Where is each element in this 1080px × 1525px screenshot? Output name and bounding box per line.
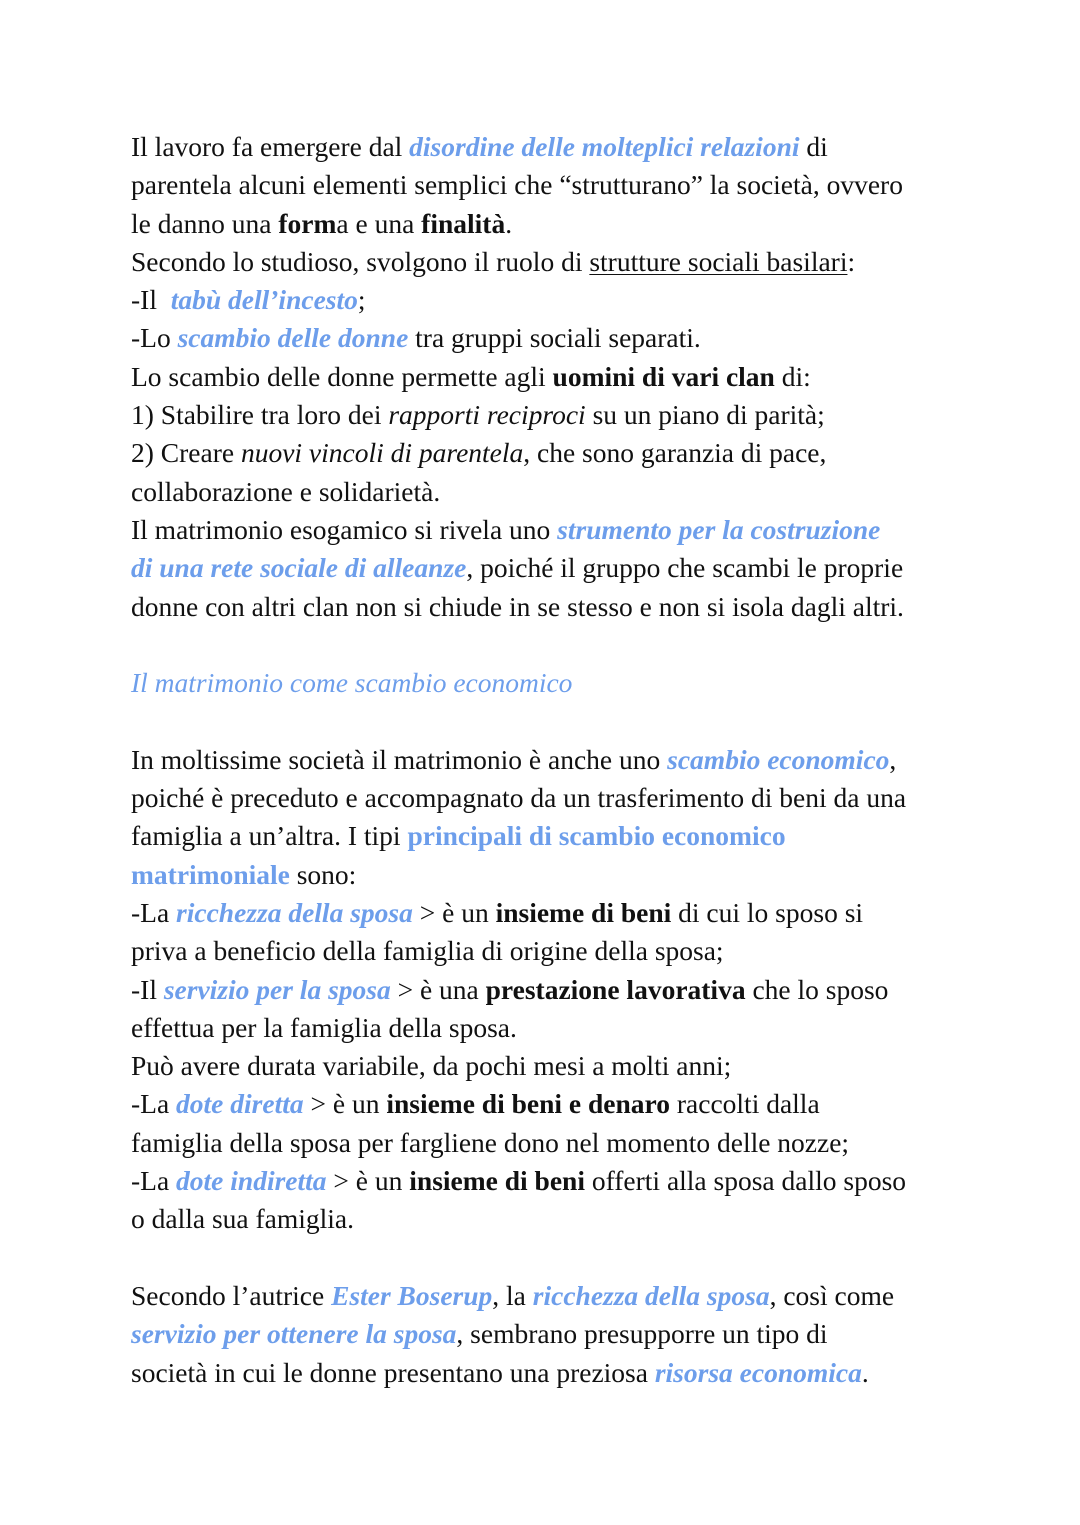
- highlight-term: dote indiretta: [176, 1165, 327, 1197]
- document-page: [131, 128, 971, 1392]
- highlight-term: strumento per la costruzione: [557, 513, 881, 545]
- text-line: Il lavoro fa emergere dal disordine delle molteplici relazioni di: [131, 131, 828, 162]
- text-line: le danno una forma e una finalità.: [131, 207, 513, 239]
- text-line: parentela alcuni elementi semplici che “strutturano” la società, ovvero: [131, 169, 903, 201]
- bold-term: uomini di vari clan: [552, 360, 775, 392]
- text-line: di una rete sociale di alleanze, poiché il gruppo che scambi le proprie: [131, 552, 904, 584]
- highlight-term: ricchezza della sposa: [532, 1279, 770, 1311]
- bold-term: finalità: [421, 207, 506, 239]
- highlight-term: matrimoniale: [131, 858, 290, 890]
- text-line: collaborazione e solidarietà.: [131, 475, 441, 507]
- highlight-term: ricchezza della sposa: [176, 896, 413, 928]
- list-item: -La dote diretta > è un insieme di beni e denaro raccolti dalla: [131, 1088, 820, 1120]
- highlight-term: risorsa economica: [654, 1356, 862, 1388]
- highlight-term: dote diretta: [176, 1088, 304, 1120]
- text-line: famiglia della sposa per fargliene dono nel momento delle nozze;: [131, 1126, 850, 1158]
- bold-term: insieme di beni e denaro: [386, 1088, 671, 1120]
- highlight-term: tabù dell’incesto: [170, 284, 358, 316]
- text-line: Secondo l’autrice Ester Boserup, la ricchezza della sposa, così come: [131, 1279, 895, 1311]
- bold-term: form: [278, 207, 337, 239]
- list-item: -Il tabù dell’incesto;: [131, 284, 366, 316]
- text-line: In moltissime società il matrimonio è anche uno scambio economico,: [131, 743, 897, 775]
- text-line: Il matrimonio esogamico si rivela uno strumento per la costruzione: [131, 513, 881, 545]
- text-line: o dalla sua famiglia.: [131, 1203, 354, 1235]
- text-line: servizio per ottenere la sposa, sembrano presupporre un tipo di: [131, 1318, 828, 1350]
- highlight-term: disordine delle molteplici relazioni: [409, 131, 800, 162]
- list-item: -La ricchezza della sposa > è un insieme di beni di cui lo sposo si: [131, 896, 864, 928]
- text-line: donne con altri clan non si chiude in se stesso e non si isola dagli altri.: [131, 590, 904, 622]
- list-item: -Lo scambio delle donne tra gruppi sociali separati.: [131, 322, 701, 354]
- text-line: priva a beneficio della famiglia di origine della sposa;: [131, 935, 724, 967]
- bold-term: insieme di beni: [409, 1165, 585, 1197]
- text-line: effettua per la famiglia della sposa.: [131, 1011, 517, 1043]
- text-line: matrimoniale sono:: [131, 858, 357, 890]
- highlight-term: di una rete sociale di alleanze: [131, 552, 467, 584]
- highlight-term: scambio delle donne: [177, 322, 409, 354]
- bold-term: insieme di beni: [495, 896, 672, 928]
- list-item: -Il servizio per la sposa > è una prestazione lavorativa che lo sposo: [131, 973, 889, 1005]
- text-line: famiglia a un’altra. I tipi principali di scambio economico: [131, 820, 786, 852]
- italic-term: nuovi vincoli di parentela: [240, 437, 524, 469]
- underlined-term: strutture sociali basilari: [589, 245, 848, 277]
- list-item: 2) Creare nuovi vincoli di parentela, che sono garanzia di pace,: [131, 437, 827, 469]
- highlight-term: servizio per la sposa: [163, 973, 391, 1005]
- text-line: Lo scambio delle donne permette agli uomini di vari clan di:: [131, 360, 811, 392]
- highlight-term: principali di scambio economico: [407, 820, 786, 852]
- text-line: società in cui le donne presentano una preziosa risorsa economica.: [131, 1356, 869, 1388]
- italic-term: rapporti reciproci: [388, 399, 586, 431]
- list-item: 1) Stabilire tra loro dei rapporti reciproci su un piano di parità;: [131, 399, 825, 431]
- highlight-term: Ester Boserup: [331, 1279, 493, 1311]
- bold-term: prestazione lavorativa: [485, 973, 746, 1005]
- text-line: Secondo lo studioso, svolgono il ruolo di strutture sociali basilari:: [131, 245, 856, 277]
- list-item: -La dote indiretta > è un insieme di beni offerti alla sposa dallo sposo: [131, 1165, 907, 1197]
- section-heading: Il matrimonio come scambio economico: [131, 667, 573, 699]
- text-line: Può avere durata variabile, da pochi mesi a molti anni;: [131, 1050, 732, 1082]
- text-line: poiché è preceduto e accompagnato da un trasferimento di beni da una: [131, 782, 907, 814]
- highlight-term: scambio economico: [667, 743, 890, 775]
- highlight-term: servizio per ottenere la sposa: [131, 1318, 457, 1350]
